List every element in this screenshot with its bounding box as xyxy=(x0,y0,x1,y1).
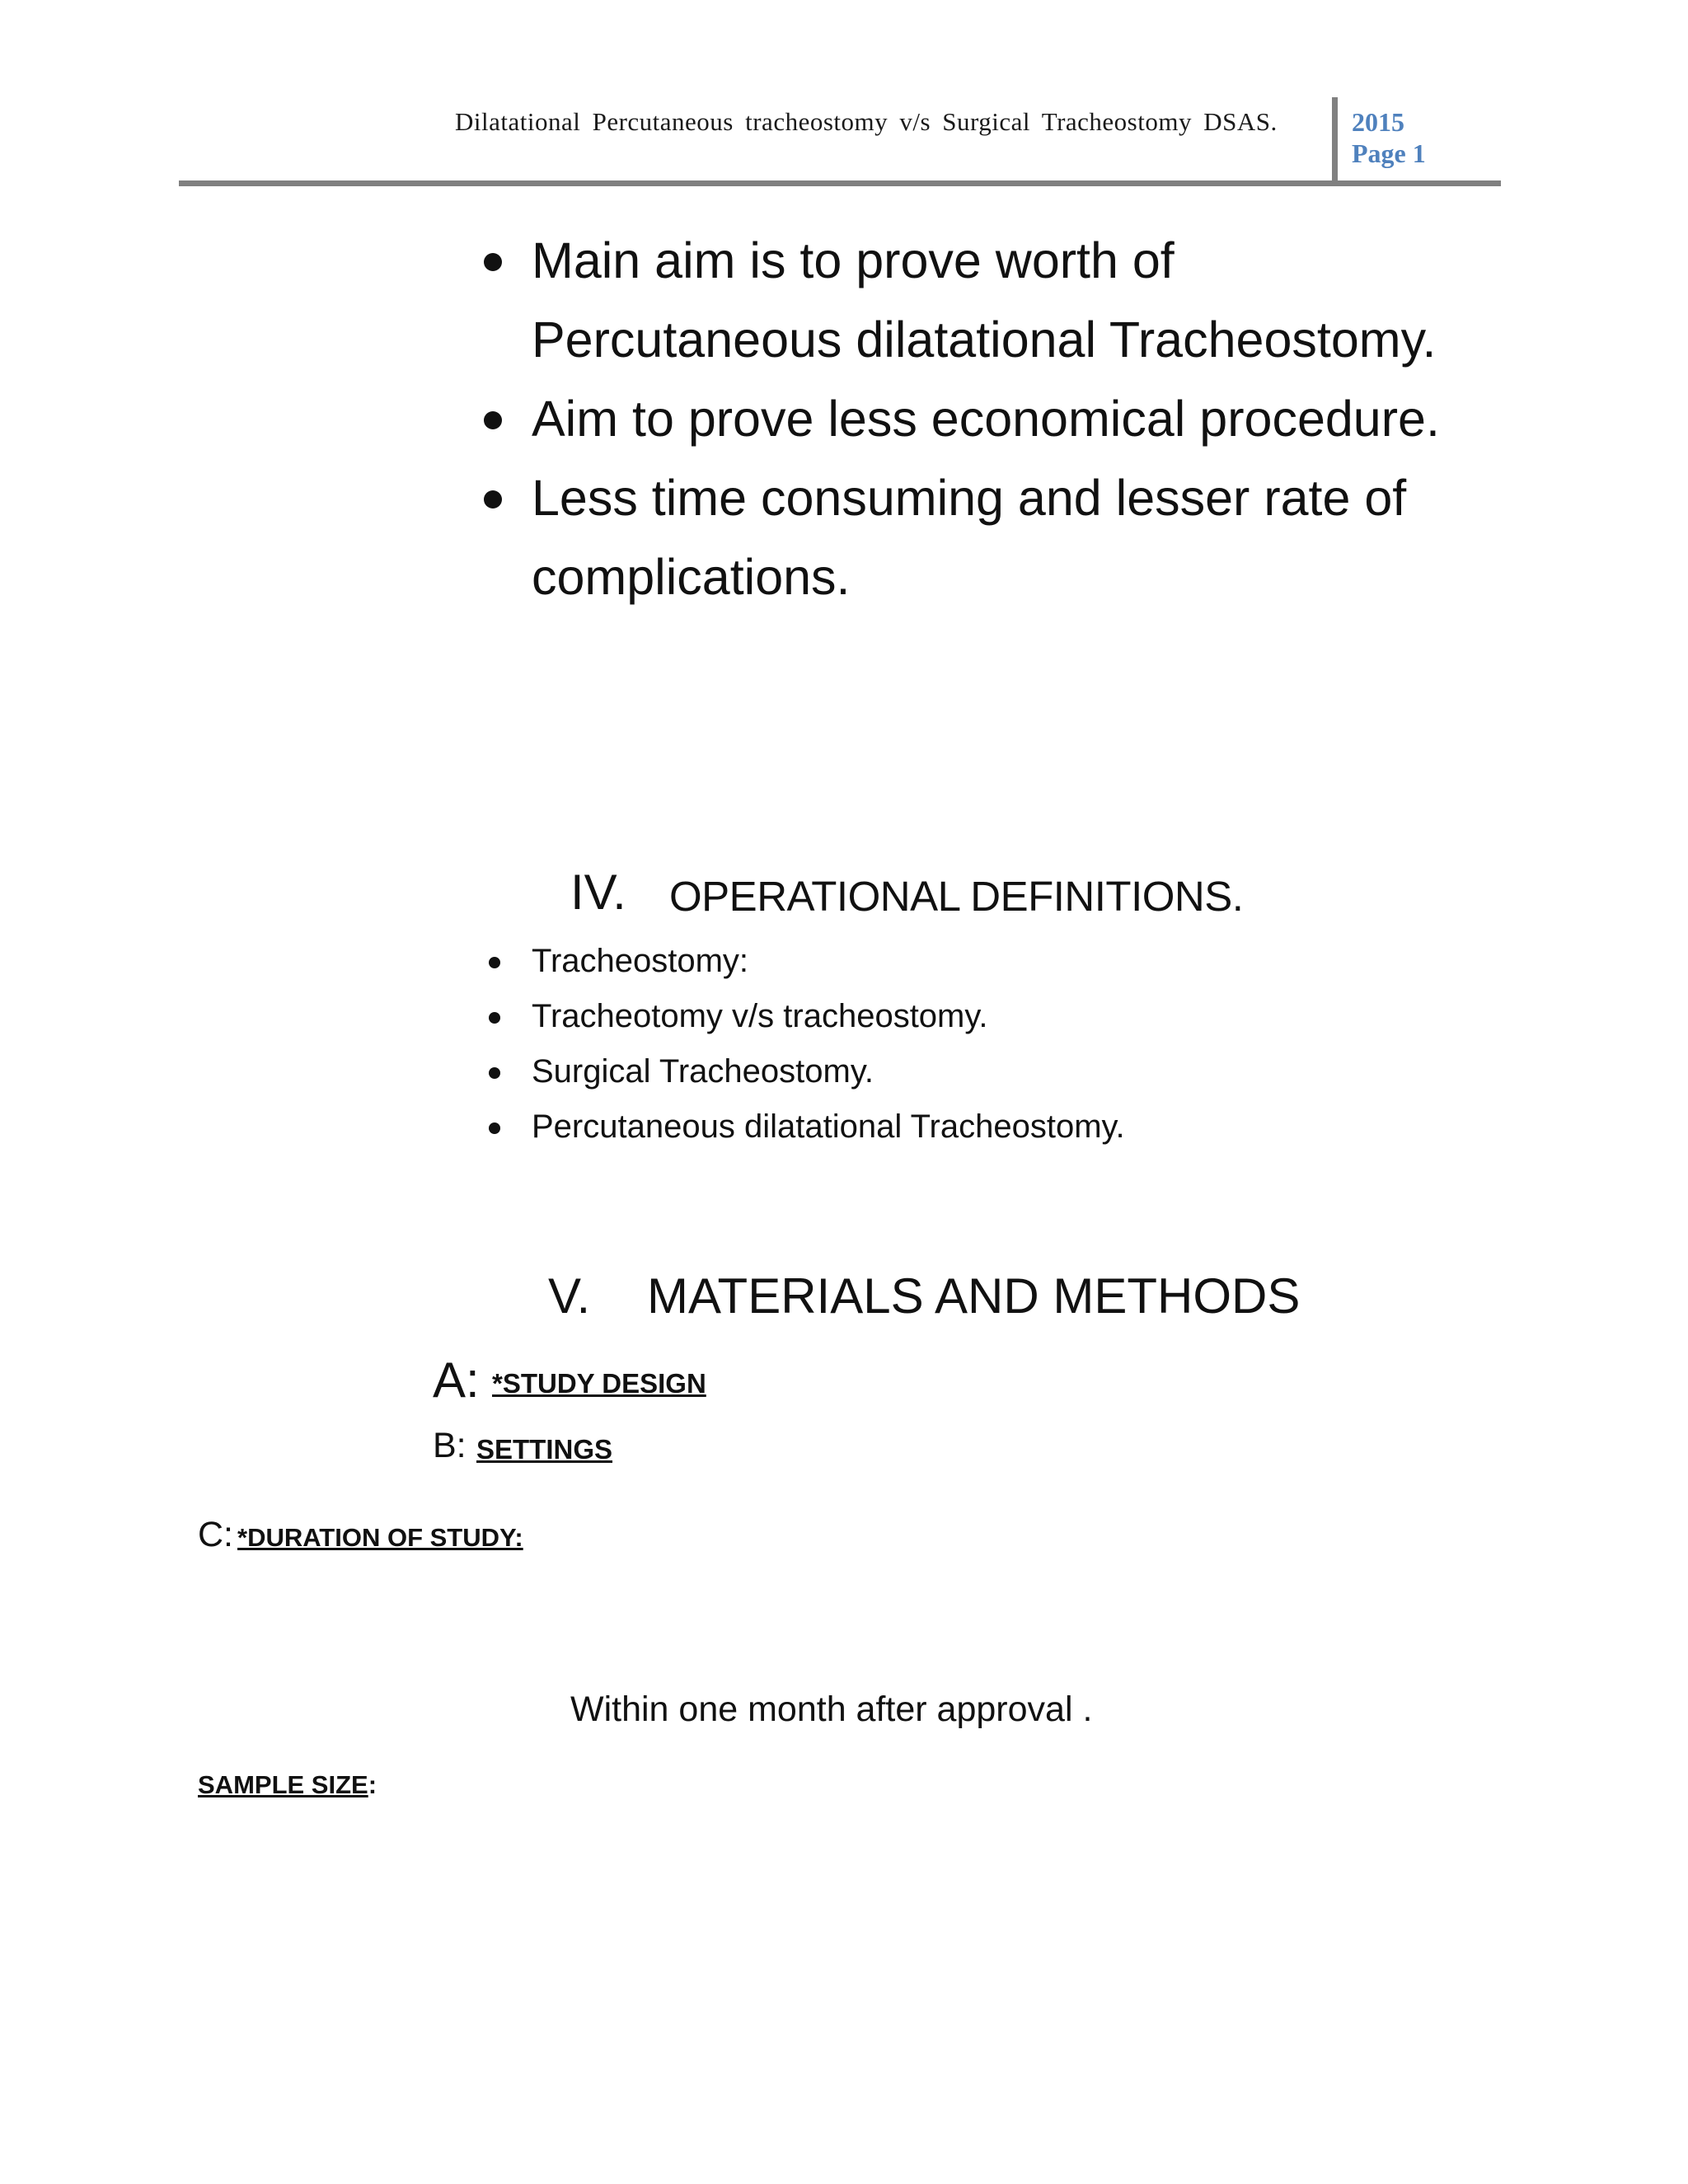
definition-item-2-text: Tracheotomy v/s tracheostomy. xyxy=(532,998,988,1034)
sample-size-label: SAMPLE SIZE xyxy=(198,1770,368,1799)
bullet-icon xyxy=(484,253,502,271)
definition-item-1-text: Tracheostomy: xyxy=(532,943,749,979)
subsection-a-heading: *STUDY DESIGN xyxy=(492,1368,706,1399)
running-header-title: Dilatational Percutaneous tracheostomy v/s Surgical Tracheostomy DSAS. xyxy=(455,107,1278,136)
section-4-number: IV. xyxy=(570,865,626,920)
bullet-icon xyxy=(489,1012,500,1024)
bullet-icon xyxy=(489,957,500,968)
aim-item-1-line1: Main aim is to prove worth of xyxy=(532,232,1175,288)
bullet-icon xyxy=(489,1067,500,1079)
header-divider-horizontal xyxy=(179,180,1501,186)
section-4-title: OPERATIONAL DEFINITIONS. xyxy=(669,873,1244,920)
definition-item-3 xyxy=(532,1047,874,1096)
aim-item-1 xyxy=(532,221,1437,379)
subsection-b-letter: B: xyxy=(433,1426,467,1465)
bullet-icon xyxy=(484,490,502,509)
section-5-title: MATERIALS AND METHODS xyxy=(647,1268,1301,1324)
sample-size-heading xyxy=(198,1770,377,1800)
sample-size-colon: : xyxy=(368,1770,377,1799)
definition-item-4 xyxy=(532,1102,1125,1151)
subsection-a-letter: A: xyxy=(433,1352,480,1408)
bullet-icon xyxy=(489,1122,500,1134)
duration-value: Within one month after approval . xyxy=(570,1690,1093,1729)
subsection-b-heading: SETTINGS xyxy=(476,1434,613,1465)
aim-item-3-line2: complications. xyxy=(532,549,851,605)
bullet-icon xyxy=(484,411,502,429)
header-divider-vertical xyxy=(1332,97,1338,182)
aim-item-3-line1: Less time consuming and lesser rate of xyxy=(532,470,1407,526)
section-5-number: V. xyxy=(548,1268,591,1324)
definition-item-1 xyxy=(532,936,748,986)
aim-item-1-line2: Percutaneous dilatational Tracheostomy. xyxy=(532,312,1437,368)
aim-item-2-line1: Aim to prove less economical procedure. xyxy=(532,391,1440,447)
header-year: 2015 xyxy=(1352,107,1404,137)
aim-item-3 xyxy=(532,458,1406,616)
definition-item-3-text: Surgical Tracheostomy. xyxy=(532,1053,874,1090)
subsection-c-letter: C: xyxy=(198,1515,233,1554)
aim-item-2 xyxy=(532,379,1440,458)
header-page-number: Page 1 xyxy=(1352,138,1426,168)
definition-item-4-text: Percutaneous dilatational Tracheostomy. xyxy=(532,1108,1125,1145)
definition-item-2 xyxy=(532,991,988,1041)
subsection-c-heading: *DURATION OF STUDY: xyxy=(237,1523,523,1552)
